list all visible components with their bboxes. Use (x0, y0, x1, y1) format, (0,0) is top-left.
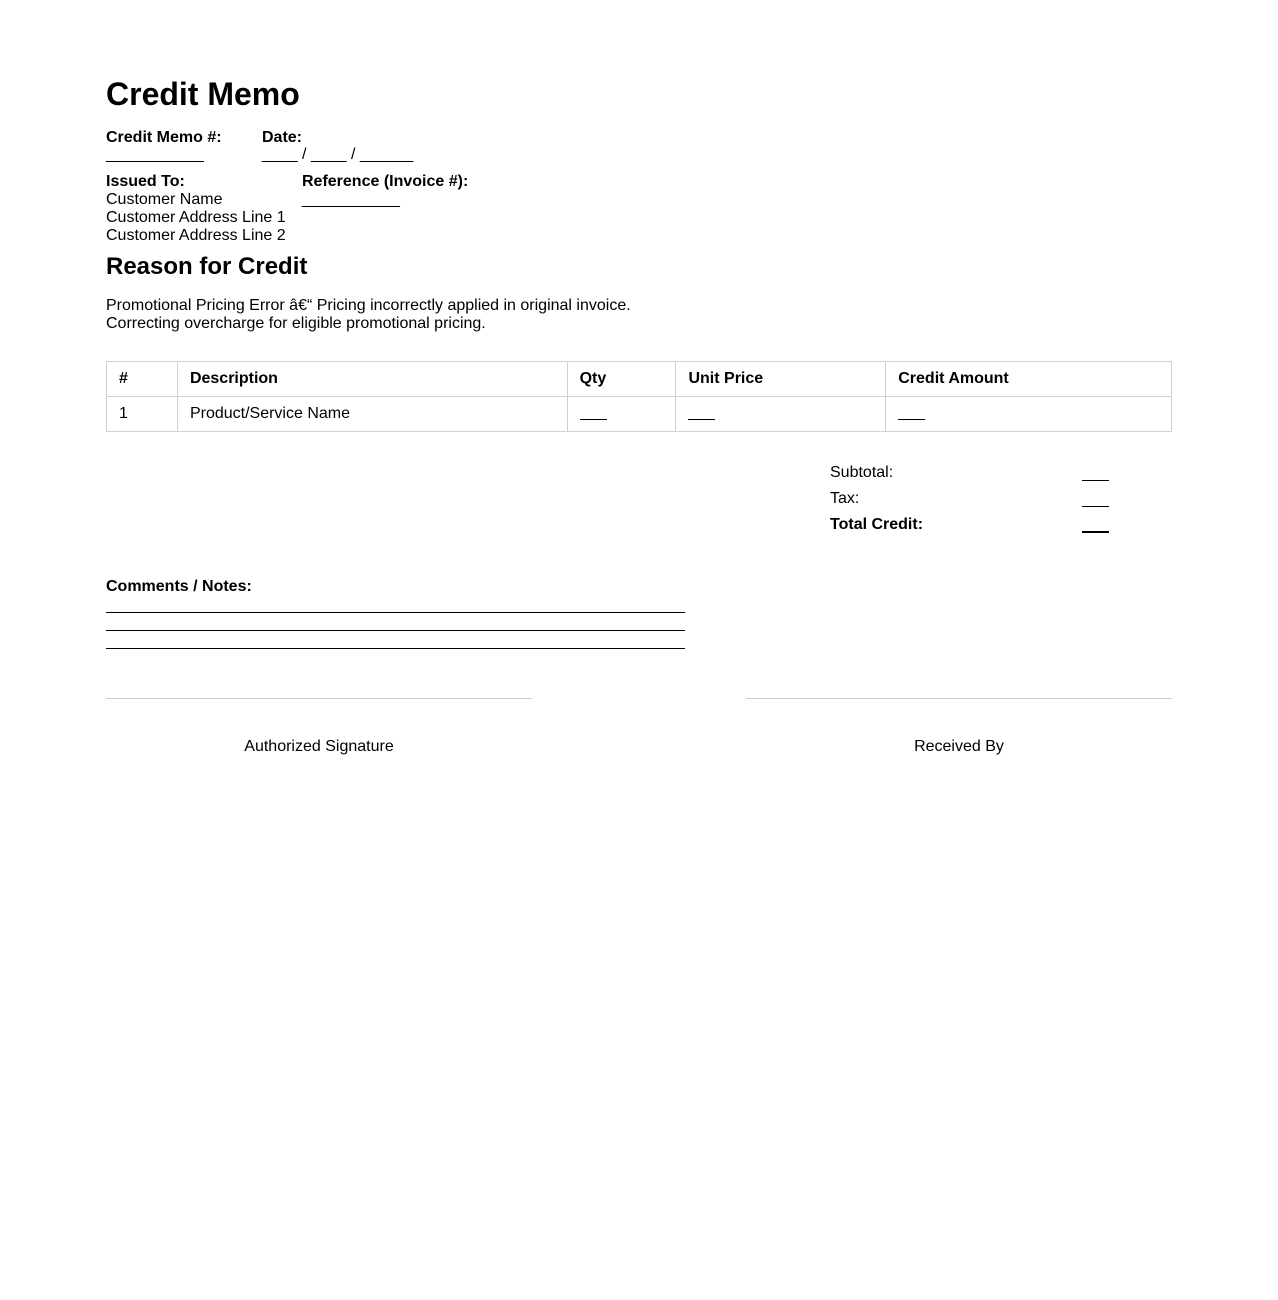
column-header-unit-price: Unit Price (676, 362, 886, 397)
customer-name: Customer Name (106, 191, 223, 208)
authorized-signature-label: Authorized Signature (244, 738, 394, 755)
credit-memo-number-label: Credit Memo #: (106, 129, 222, 146)
authorized-signature-line[interactable] (106, 698, 532, 699)
column-header-description: Description (177, 362, 567, 397)
table-row (107, 397, 1172, 432)
reason-line-2: Correcting overcharge for eligible promotional pricing. (106, 315, 486, 332)
tax-blank-field[interactable] (1082, 496, 1109, 507)
reference-invoice-field[interactable]: ___________ (302, 191, 400, 208)
subtotal-blank-field[interactable] (1082, 470, 1109, 481)
date-field[interactable]: ____ / ____ / ______ (262, 146, 414, 163)
table-header-row (107, 362, 1172, 397)
customer-address-line-1: Customer Address Line 1 (106, 209, 286, 226)
row-credit-amount-cell (886, 397, 1172, 432)
credit-amount-blank-field[interactable] (898, 407, 925, 420)
credit-memo-number-field[interactable]: ___________ (106, 146, 204, 163)
total-credit-label: Total Credit: (830, 516, 924, 533)
issued-to-label: Issued To: (106, 173, 185, 190)
reference-invoice-label: Reference (Invoice #): (302, 173, 469, 190)
row-number: 1 (107, 397, 178, 432)
column-header-credit-amount: Credit Amount (886, 362, 1172, 397)
reason-line-1: Promotional Pricing Error â€“ Pricing incorrectly applied in original invoice. (106, 297, 631, 314)
unit-price-blank-field[interactable] (688, 407, 715, 420)
comment-line-1[interactable] (106, 612, 685, 613)
date-label: Date: (262, 129, 303, 146)
received-by-line[interactable] (746, 698, 1172, 699)
column-header-qty: Qty (567, 362, 676, 397)
column-header-number: # (107, 362, 178, 397)
subtotal-label: Subtotal: (830, 464, 894, 481)
total-credit-blank-field[interactable] (1082, 522, 1109, 533)
tax-label: Tax: (830, 490, 860, 507)
comment-line-2[interactable] (106, 630, 685, 631)
page-title: Credit Memo (106, 76, 300, 112)
credit-items-table (106, 361, 1172, 432)
qty-blank-field[interactable] (580, 407, 607, 420)
row-unit-price-cell (676, 397, 886, 432)
reason-heading: Reason for Credit (106, 253, 308, 280)
customer-address-line-2: Customer Address Line 2 (106, 227, 286, 244)
comments-label: Comments / Notes: (106, 578, 252, 595)
received-by-label: Received By (914, 738, 1004, 755)
row-description: Product/Service Name (177, 397, 567, 432)
comment-line-3[interactable] (106, 648, 685, 649)
row-qty-cell (567, 397, 676, 432)
